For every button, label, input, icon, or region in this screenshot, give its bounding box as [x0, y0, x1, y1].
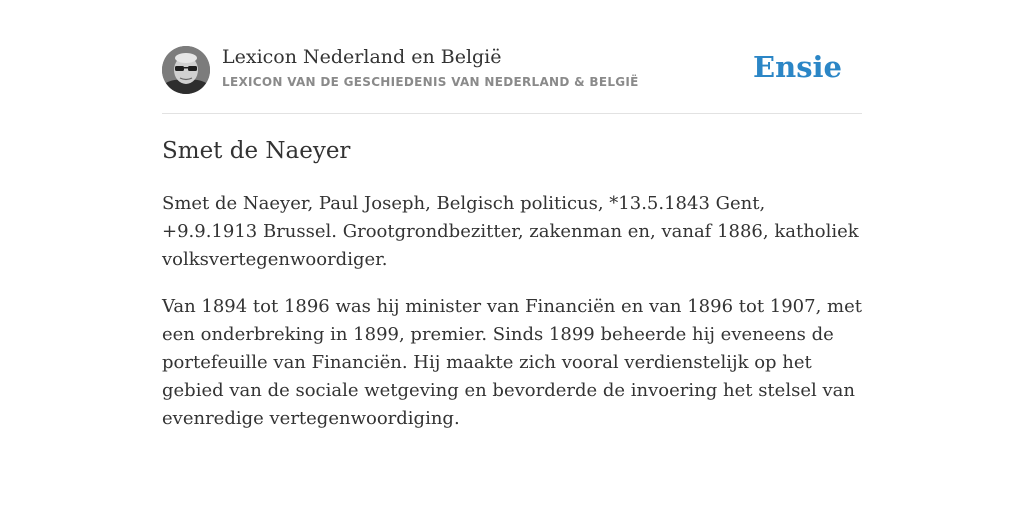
ensie-logo-link[interactable]: Ensie [753, 50, 842, 84]
article-paragraph-2: Van 1894 tot 1896 was hij minister van Financiën en van 1896 tot 1907, met een onderbreking in 1899, premier. Sinds 1899 beheerde hij eveneens de portefeuille van Financiën. Hij maakte zich vooral verdienstelijk op het gebied van de sociale wetgeving en bevorderde de invoering het stelsel van evenredige vertegenwoordiging. [162, 296, 862, 429]
site-subtitle: LEXICON VAN DE GESCHIEDENIS VAN NEDERLAND & BELGIË [222, 75, 639, 89]
article-title: Smet de Naeyer [162, 138, 351, 164]
site-title[interactable]: Lexicon Nederland en België [222, 46, 502, 68]
author-avatar[interactable] [162, 46, 210, 94]
article-paragraph-1: Smet de Naeyer, Paul Joseph, Belgisch politicus, *13.5.1843 Gent, +9.9.1913 Brussel. Grootgrondbezitter, zakenman en, vanaf 1886, katholiek volksvertegenwoordiger. [162, 193, 859, 270]
page [162, 0, 862, 429]
avatar-image [162, 46, 210, 94]
header [162, 0, 862, 114]
